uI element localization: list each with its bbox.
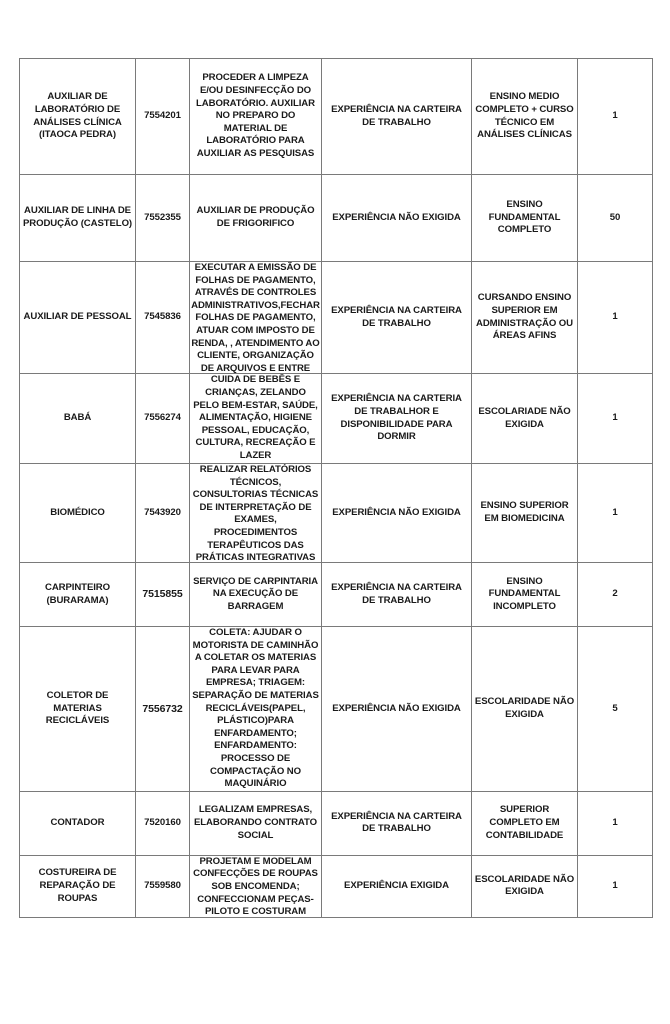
- job-vacancies: 5: [578, 627, 653, 792]
- job-vacancies: 2: [578, 563, 653, 627]
- job-title: AUXILIAR DE LINHA DE PRODUÇÃO (CASTELO): [20, 175, 136, 262]
- table-row: [20, 563, 653, 627]
- job-experience: EXPERIÊNCIA NA CARTEIRA DE TRABALHO: [322, 563, 472, 627]
- table-row: [20, 374, 653, 464]
- job-code: 7545836: [136, 262, 190, 374]
- job-title: COLETOR DE MATERIAS RECICLÁVEIS: [20, 627, 136, 792]
- table-row: [20, 262, 653, 374]
- job-title: BABÁ: [20, 374, 136, 464]
- job-code: 7556732: [136, 627, 190, 792]
- table-row: [20, 175, 653, 262]
- job-education: ENSINO FUNDAMENTAL INCOMPLETO: [472, 563, 578, 627]
- job-experience: EXPERIÊNCIA NÃO EXIGIDA: [322, 464, 472, 563]
- job-title: CONTADOR: [20, 791, 136, 855]
- job-code: 7554201: [136, 59, 190, 175]
- job-vacancies: 1: [578, 791, 653, 855]
- job-code: 7520160: [136, 791, 190, 855]
- job-title: BIOMÉDICO: [20, 464, 136, 563]
- job-experience: EXPERIÊNCIA EXIGIDA: [322, 855, 472, 917]
- job-description: SERVIÇO DE CARPINTARIA NA EXECUÇÃO DE BARRAGEM: [190, 563, 322, 627]
- job-education: ENSINO MEDIO COMPLETO + CURSO TÉCNICO EM ANÁLISES CLÍNICAS: [472, 59, 578, 175]
- job-code: 7515855: [136, 563, 190, 627]
- job-code: 7543920: [136, 464, 190, 563]
- job-description: [190, 464, 322, 563]
- job-description-text: REALIZAR RELATÓRIOS TÉCNICOS, CONSULTORIAS TÉCNICAS DE INTERPRETAÇÃO DE EXAMES, PROCEDIMENTOS TERAPÊUTICOS DAS PRÁTICAS INTEGRATIVAS: [192, 464, 319, 562]
- job-education: ESCOLARIDADE NÃO EXIGIDA: [472, 627, 578, 792]
- job-education: ESCOLARIADE NÃO EXIGIDA: [472, 374, 578, 464]
- job-education: CURSANDO ENSINO SUPERIOR EM ADMINISTRAÇÃO OU ÁREAS AFINS: [472, 262, 578, 374]
- job-description: [190, 262, 322, 374]
- table-row: [20, 855, 653, 917]
- job-experience: EXPERIÊNCIA NA CARTEIRA DE TRABALHO: [322, 59, 472, 175]
- job-vacancies-table: [19, 58, 653, 918]
- job-description-text: CUIDA DE BEBÊS E CRIANÇAS, ZELANDO PELO BEM-ESTAR, SAÚDE, ALIMENTAÇÃO, HIGIENE PESSOAL, EDUCAÇÃO, CULTURA, RECREAÇÃO E LAZER: [193, 374, 318, 461]
- job-description: [190, 855, 322, 917]
- job-experience: EXPERIÊNCIA NA CARTEIRA DE TRABALHO: [322, 791, 472, 855]
- job-education: ENSINO FUNDAMENTAL COMPLETO: [472, 175, 578, 262]
- table-row: [20, 464, 653, 563]
- table-row: [20, 59, 653, 175]
- job-education: SUPERIOR COMPLETO EM CONTABILIDADE: [472, 791, 578, 855]
- job-title: CARPINTEIRO (BURARAMA): [20, 563, 136, 627]
- job-title: AUXILIAR DE PESSOAL: [20, 262, 136, 374]
- job-vacancies: 50: [578, 175, 653, 262]
- job-title: AUXILIAR DE LABORATÓRIO DE ANÁLISES CLÍNICA (ITAOCA PEDRA): [20, 59, 136, 175]
- job-experience: EXPERIÊNCIA NÃO EXIGIDA: [322, 175, 472, 262]
- job-description: PROCEDER A LIMPEZA E/OU DESINFECÇÃO DO LABORATÓRIO. AUXILIAR NO PREPARO DO MATERIAL DE LABORATÓRIO PARA AUXILIAR AS PESQUISAS: [190, 59, 322, 175]
- job-experience: EXPERIÊNCIA NA CARTERIA DE TRABALHOR E DISPONIBILIDADE PARA DORMIR: [322, 374, 472, 464]
- job-description: LEGALIZAM EMPRESAS, ELABORANDO CONTRATO SOCIAL: [190, 791, 322, 855]
- table-row: [20, 791, 653, 855]
- job-title: COSTUREIRA DE REPARAÇÃO DE ROUPAS: [20, 855, 136, 917]
- job-code: 7559580: [136, 855, 190, 917]
- job-experience: EXPERIÊNCIA NÃO EXIGIDA: [322, 627, 472, 792]
- job-description: COLETA: AJUDAR O MOTORISTA DE CAMINHÃO A COLETAR OS MATERIAS PARA LEVAR PARA EMPRESA; TRIAGEM: SEPARAÇÃO DE MATERIAS RECICLÁVEIS(PAPEL, PLÁSTICO)PARA ENFARDAMENTO; ENFARDAMENTO: PROCESSO DE COMPACTAÇÃO NO MAQUINÁRIO: [190, 627, 322, 792]
- job-description: AUXILIAR DE PRODUÇÃO DE FRIGORIFICO: [190, 175, 322, 262]
- job-vacancies: 1: [578, 59, 653, 175]
- job-vacancies: 1: [578, 262, 653, 374]
- job-vacancies: 1: [578, 855, 653, 917]
- job-vacancies: 1: [578, 374, 653, 464]
- job-education: ESCOLARIDADE NÃO EXIGIDA: [472, 855, 578, 917]
- job-education: ENSINO SUPERIOR EM BIOMEDICINA: [472, 464, 578, 563]
- job-description-text: EXECUTAR A EMISSÃO DE FOLHAS DE PAGAMENTO, ATRAVÉS DE CONTROLES ADMINISTRATIVOS,FECHAR FOLHAS DE PAGAMENTO, ATUAR COM IMPOSTO DE RENDA, , ATENDIMENTO AO CLIENTE, ORGANIZAÇÃO DE ARQUIVOS E ENTRE: [191, 262, 320, 373]
- job-vacancies: 1: [578, 464, 653, 563]
- job-description: [190, 374, 322, 464]
- table-row: [20, 627, 653, 792]
- job-experience: EXPERIÊNCIA NA CARTEIRA DE TRABALHO: [322, 262, 472, 374]
- job-code: 7552355: [136, 175, 190, 262]
- job-description-text: PROJETAM E MODELAM CONFECÇÕES DE ROUPAS SOB ENCOMENDA; CONFECCIONAM PEÇAS-PILOTO E COSTURAM: [193, 855, 318, 917]
- job-code: 7556274: [136, 374, 190, 464]
